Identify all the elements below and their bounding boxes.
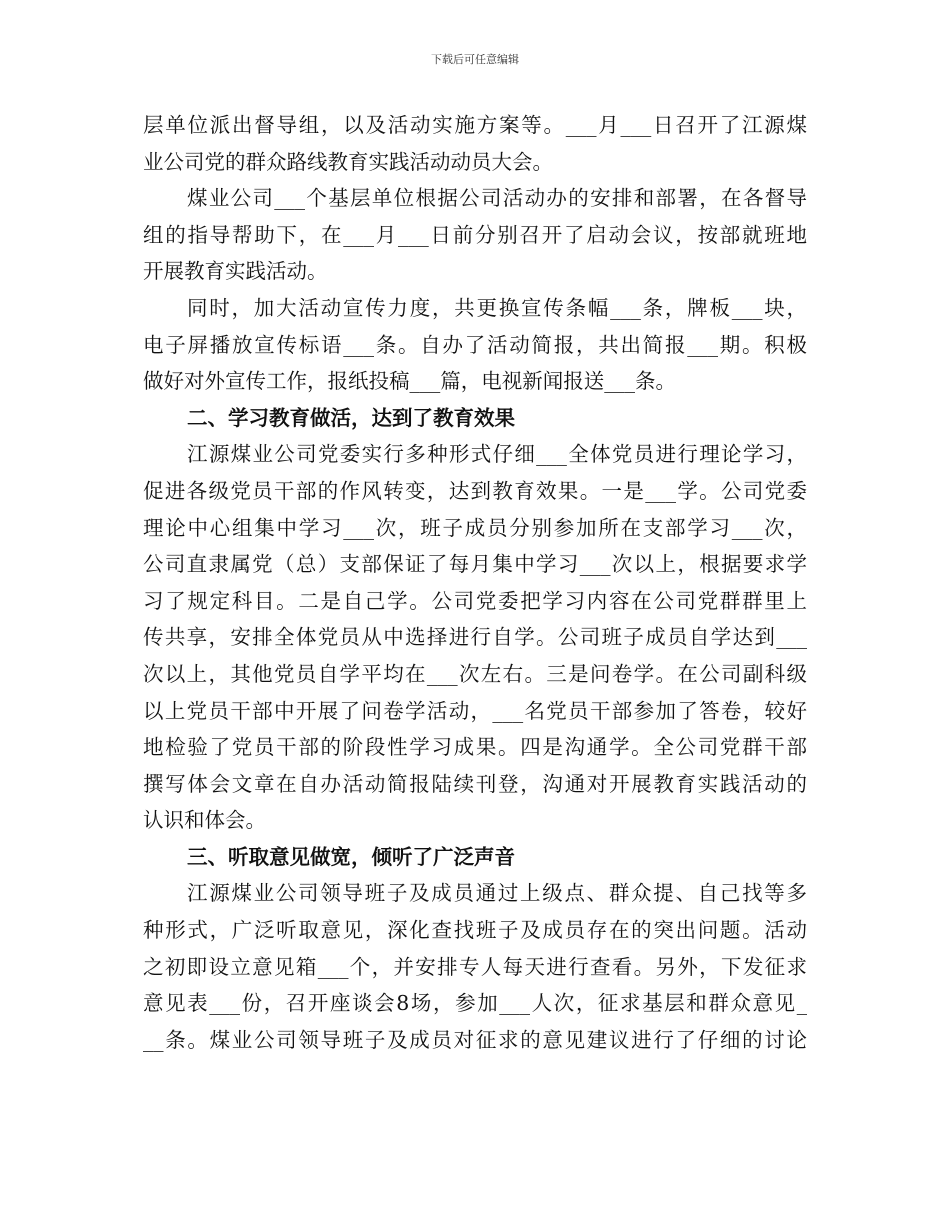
section-heading: 二、学习教育做活，达到了教育效果: [187, 405, 515, 430]
document-body: [143, 107, 807, 1058]
text-line: 江源煤业公司党委实行多种形式仔细___全体党员进行理论学习，: [187, 442, 807, 467]
text-line: 传共享，安排全体党员从中选择进行自学。公司班子成员自学达到___: [143, 625, 807, 650]
text-line: 地检验了党员干部的阶段性学习成果。四是沟通学。全公司党群干部: [143, 735, 807, 760]
text-line: 次以上，其他党员自学平均在___次左右。三是问卷学。在公司副科级: [143, 661, 807, 686]
text-line: 理论中心组集中学习___次，班子成员分别参加所在支部学习___次，: [143, 515, 807, 540]
text-line: 江源煤业公司领导班子及成员通过上级点、群众提、自己找等多: [187, 881, 807, 906]
text-line: 以上党员干部中开展了问卷学活动，___名党员干部参加了答卷，较好: [143, 698, 807, 723]
section-heading: 三、听取意见做宽，倾听了广泛声音: [187, 844, 515, 869]
text-line: 煤业公司___个基层单位根据公司活动办的安排和部署，在各督导: [187, 186, 807, 211]
text-line: 业公司党的群众路线教育实践活动动员大会。: [143, 149, 553, 174]
text-line: 习了规定科目。二是自己学。公司党委把学习内容在公司党群群里上: [143, 588, 807, 613]
text-line: 层单位派出督导组，以及活动实施方案等。___月___日召开了江源煤: [143, 113, 807, 137]
text-line: 公司直隶属党（总）支部保证了每月集中学习___次以上，根据要求学: [143, 552, 807, 577]
text-line: 做好对外宣传工作，报纸投稿___篇，电视新闻报送___条。: [143, 369, 676, 394]
text-line: __条。煤业公司领导班子及成员对征求的意见建议进行了仔细的讨论: [143, 1027, 807, 1052]
text-line: 撰写体会文章在自办活动简报陆续刊登，沟通对开展教育实践活动的: [143, 771, 807, 796]
text-line: 意见表___份，召开座谈会8场，参加___人次，征求基层和群众意见_: [143, 991, 807, 1016]
text-line: 促进各级党员干部的作风转变，达到教育效果。一是___学。公司党委: [143, 478, 807, 503]
text-line: 之初即设立意见箱___个，并安排专人每天进行查看。另外，下发征求: [143, 954, 807, 979]
text-line: 同时，加大活动宣传力度，共更换宣传条幅___条，牌板___块，: [187, 295, 807, 320]
text-line: 认识和体会。: [143, 808, 266, 833]
text-line: 开展教育实践活动。: [143, 259, 328, 284]
text-line: 组的指导帮助下，在___月___日前分别召开了启动会议，按部就班地: [143, 222, 807, 247]
page-header: 下载后可任意编辑: [431, 53, 519, 66]
text-line: 种形式，广泛听取意见，深化查找班子及成员存在的突出问题。活动: [143, 918, 807, 943]
text-line: 电子屏播放宣传标语___条。自办了活动简报，共出简报___期。积极: [143, 332, 807, 357]
